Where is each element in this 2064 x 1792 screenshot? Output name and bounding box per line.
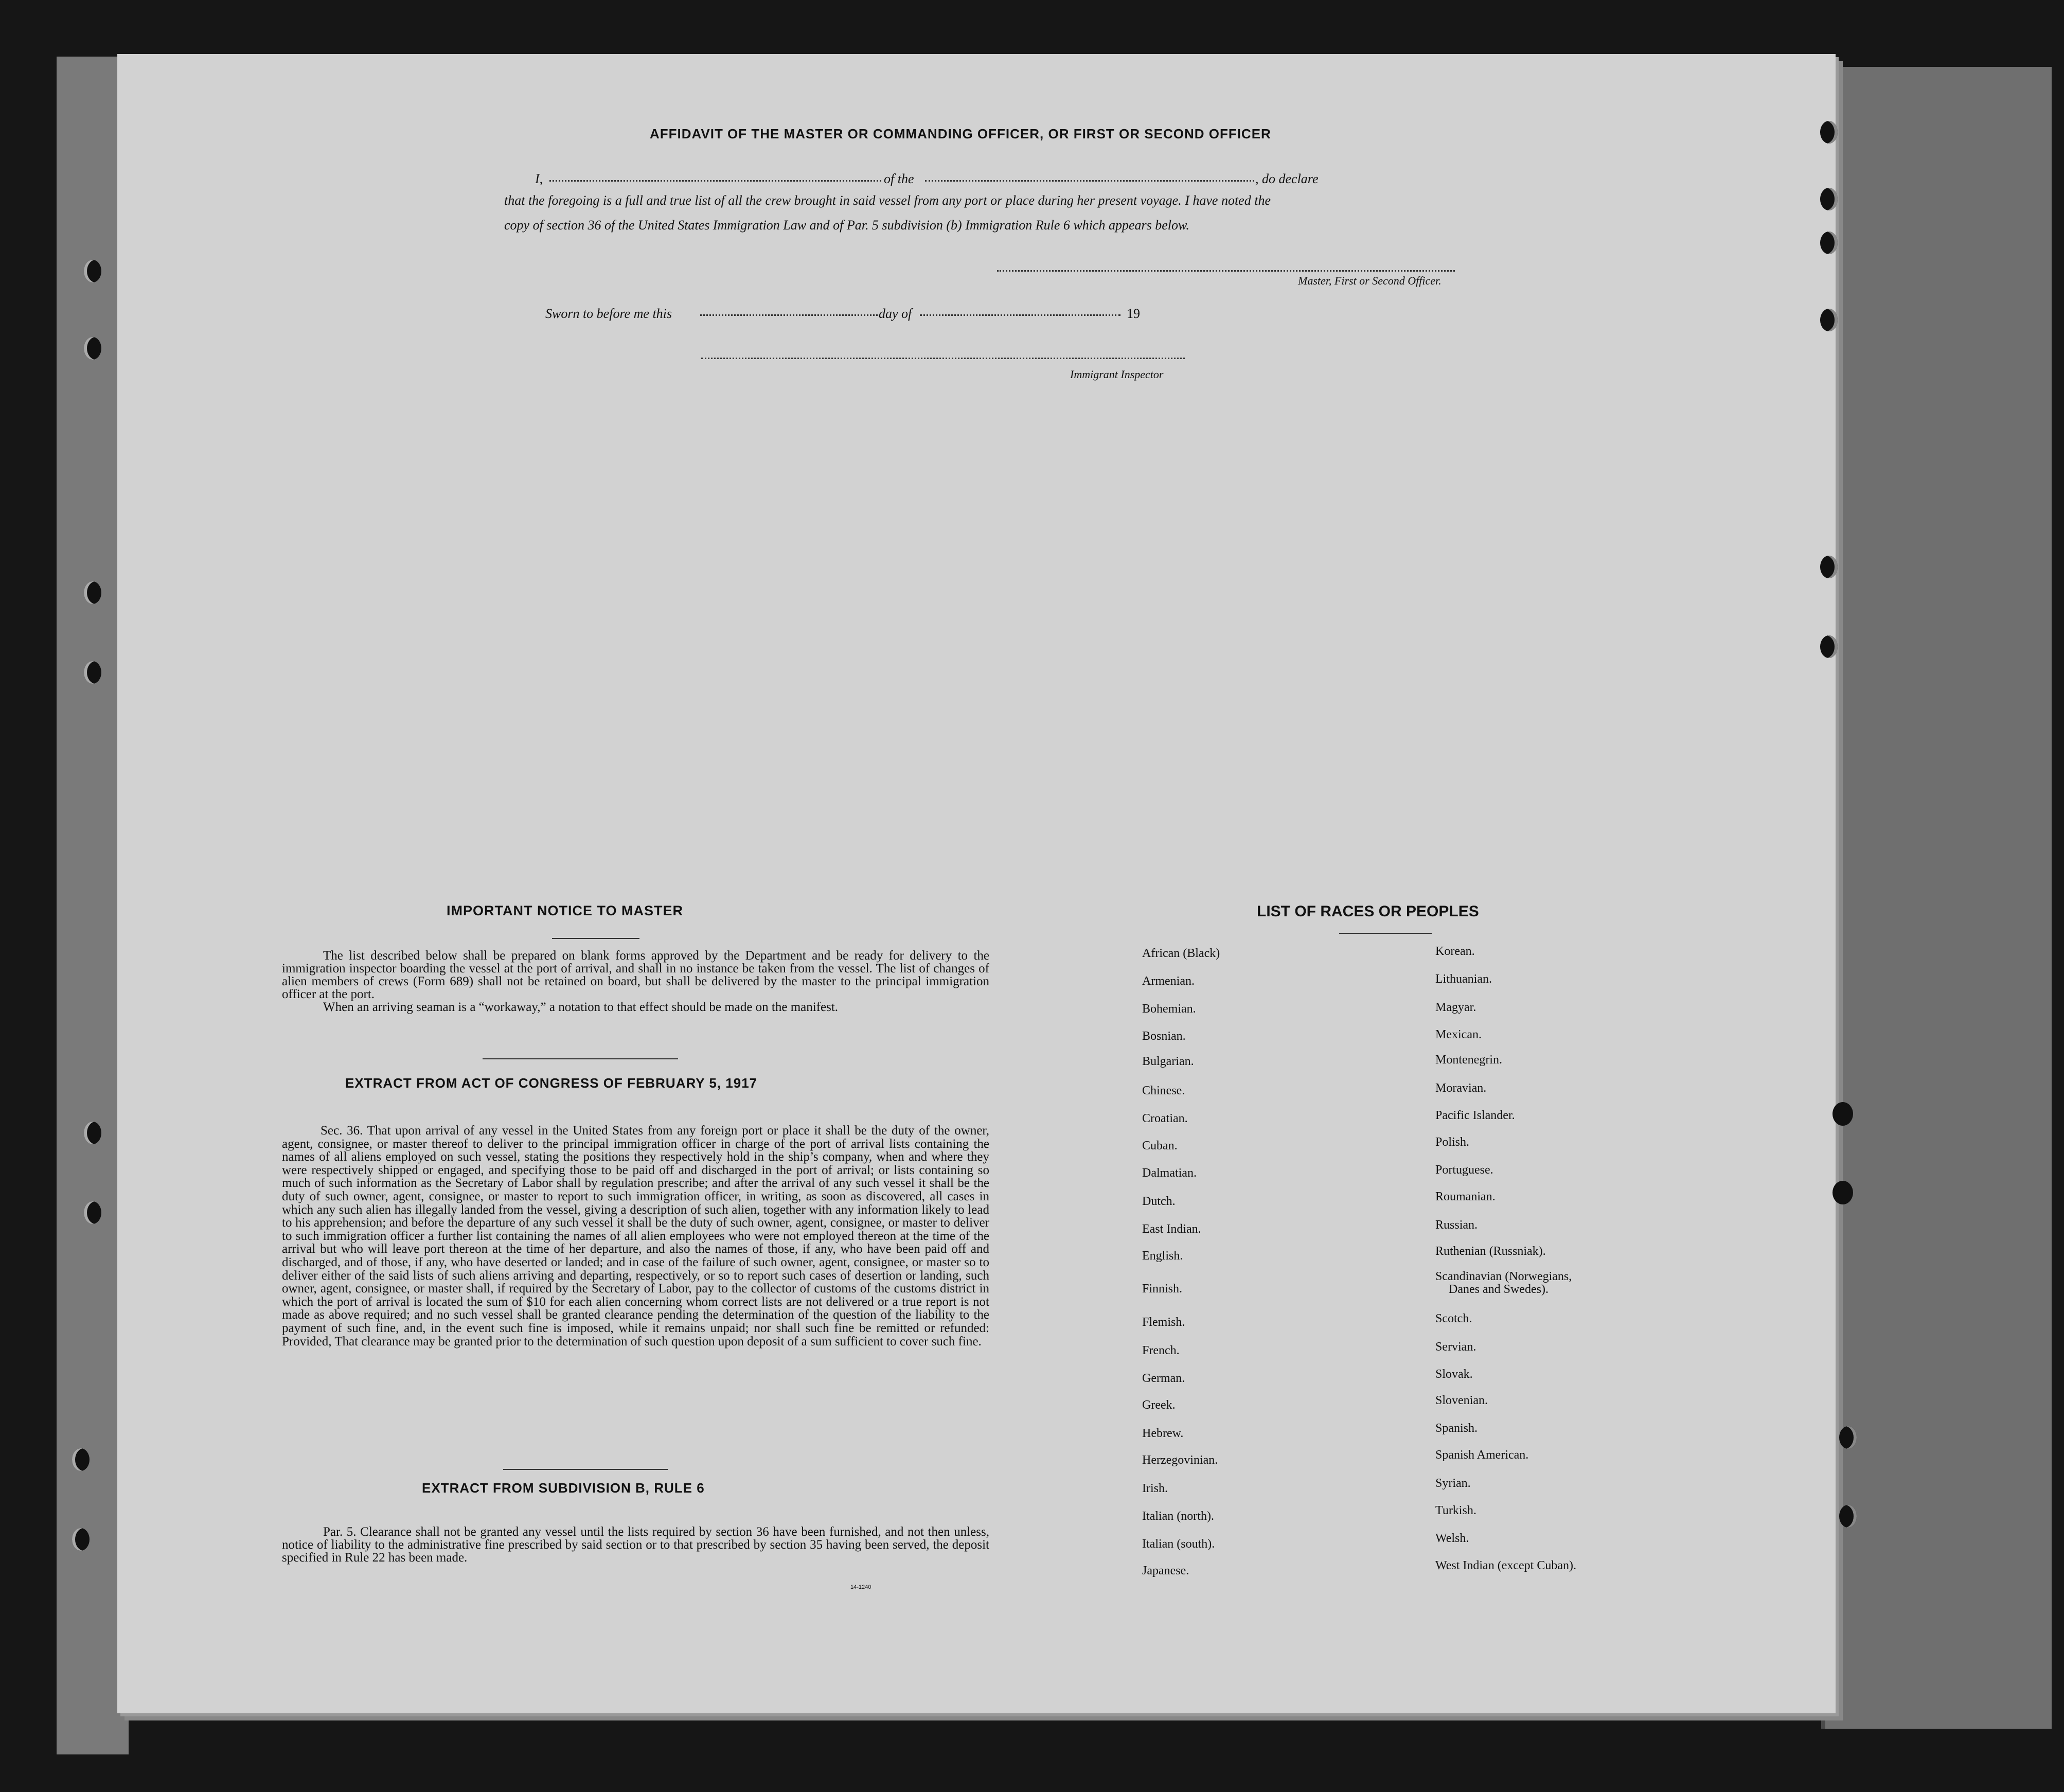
race-right-item: Spanish American. (1435, 1448, 1529, 1462)
race-left-item: Dalmatian. (1142, 1166, 1197, 1180)
race-left-item: French. (1142, 1344, 1180, 1357)
race-right-item: Magyar. (1435, 1001, 1476, 1014)
race-right-item: Turkish. (1435, 1504, 1476, 1517)
race-left-item: Greek. (1142, 1398, 1176, 1412)
race-left-item: Finnish. (1142, 1282, 1183, 1296)
punch-hole (84, 1122, 101, 1144)
affidavit-i-label: I, (535, 171, 543, 186)
sworn-day-blank (700, 314, 878, 316)
race-right-item: Slovenian. (1435, 1394, 1488, 1407)
punch-hole (84, 661, 101, 684)
race-right-item: Montenegrin. (1435, 1053, 1502, 1067)
affidavit-line-2: that the foregoing is a full and true list of all the crew brought in said vessel from any port or place during her present voyage. I have noted the (504, 193, 1271, 208)
race-left-item: Croatian. (1142, 1112, 1188, 1125)
sworn-year-label: 19 (1127, 306, 1140, 321)
punch-hole (1820, 232, 1838, 254)
race-left-item: Flemish. (1142, 1316, 1185, 1329)
punch-hole (84, 581, 101, 604)
race-right-item: Russian. (1435, 1218, 1478, 1232)
race-right-item: Portuguese. (1435, 1163, 1493, 1177)
name-blank (549, 180, 881, 182)
extract-rule-title: EXTRACT FROM SUBDIVISION B, RULE 6 (422, 1480, 705, 1496)
race-right-item: Servian. (1435, 1340, 1476, 1354)
punch-hole (72, 1528, 90, 1551)
affidavit-title: AFFIDAVIT OF THE MASTER OR COMMANDING OFFICER, OR FIRST OR SECOND OFFICER (650, 126, 1271, 141)
race-right-item: Korean. (1435, 945, 1475, 958)
race-left-item: English. (1142, 1249, 1183, 1263)
race-left-item: East Indian. (1142, 1222, 1201, 1236)
punch-hole (1832, 1102, 1853, 1126)
punch-hole (1832, 1181, 1853, 1204)
race-right-item: Mexican. (1435, 1028, 1482, 1041)
punch-hole (72, 1448, 90, 1471)
form-page (117, 54, 1836, 1713)
race-right-item: Ruthenian (Russniak). (1435, 1245, 1546, 1258)
race-right-item: Scandinavian (Norwegians, (1435, 1270, 1572, 1283)
race-right-item: Spanish. (1435, 1422, 1478, 1435)
race-right-item: Danes and Swedes). (1449, 1283, 1549, 1296)
race-right-item: Moravian. (1435, 1081, 1487, 1095)
sworn-month-blank (920, 314, 1120, 316)
race-right-item: Slovak. (1435, 1368, 1473, 1381)
race-right-item: Syrian. (1435, 1477, 1471, 1490)
extract-act-text: Sec. 36. That upon arrival of any vessel in the United States from any foreign port or place it shall be the duty of the owner, agent, consignee, or master thereof to deliver to the principal immigration officer in charge of the port of arrival lists containing the names of all aliens employed on such vessel, stating the positions they respectively hold in the ship’s company, when and where they were respectively shipped or engaged, and specifying those to be paid off and discharged in the port of arrival; or lists containing so much of such information as the Secretary of Labor shall by regulation prescribe; and after the arrival of any such vessel it shall be the duty of such owner, agent, consignee, or master to report to such immigration officer, in writing, as soon as discovered, all cases in which any such alien has illegally landed from the vessel, giving a description of such alien, together with any information likely to lead to his apprehension; and before the departure of any such vessel it shall be the duty of such owner, agent, consignee, or master to deliver to such immigration officer a further list containing the names of all alien employees who were not employed thereon at the time of the arrival but who will leave port thereon at the time of her departure, and also the names of those, if any, who have been paid off and discharged, and of those, if any, who have deserted or landed; and in case of the failure of such owner, agent, consignee, or master so to deliver either of the said lists of such aliens arriving and departing, respectively, or so to report such cases of desertion or landing, such owner, agent, consignee, or master shall, if required by the Secretary of Labor, pay to the collector of customs of the customs district in which the port of arrival is located the sum of $10 for each alien concerning whom correct lists are not delivered or a true report is not made as above required; and no such vessel shall be granted clearance pending the determination of the question of the liability to the payment of such fine, and, in the event such fine is imposed, while it remains unpaid; nor shall such fine be remitted or refunded: Provided, That clearance may be granted prior to the determination of such question upon deposit of a sum sufficient to cover such fine. (282, 1124, 989, 1349)
race-right-item: Roumanian. (1435, 1190, 1496, 1203)
sworn-label: Sworn to before me this (545, 306, 672, 321)
section-divider-2 (503, 1469, 668, 1470)
race-right-item: West Indian (except Cuban). (1435, 1559, 1576, 1572)
sworn-day-label: day of (879, 306, 912, 321)
affidavit-line-3: copy of section 36 of the United States Immigration Law and of Par. 5 subdivision (b) Immigration Rule 6 which appears below. (504, 218, 1189, 233)
races-title: LIST OF RACES OR PEOPLES (1257, 903, 1479, 920)
race-left-item: Italian (north). (1142, 1510, 1214, 1523)
notice-paragraph-1: The list described below shall be prepared on blank forms approved by the Department and be ready for delivery to the immigration inspector boarding the vessel at the port of arrival, and shall in no instance be taken from the vessel. The list of changes of alien members of crews (Form 689) shall not be retained on board, but shall be delivered by the master to the principal immigration officer at the port. (282, 949, 989, 1001)
notice-title: IMPORTANT NOTICE TO MASTER (447, 903, 683, 918)
race-right-item: Lithuanian. (1435, 972, 1492, 986)
punch-hole (1820, 121, 1838, 144)
punch-hole (1820, 635, 1838, 658)
race-left-item: Hebrew. (1142, 1427, 1184, 1440)
race-left-item: Cuban. (1142, 1139, 1178, 1152)
race-left-item: Herzegovinian. (1142, 1453, 1218, 1467)
punch-hole (1820, 556, 1838, 578)
affidavit-declare-label: , do declare (1255, 171, 1319, 186)
race-right-item: Welsh. (1435, 1532, 1469, 1545)
race-right-item: Pacific Islander. (1435, 1109, 1515, 1122)
race-left-item: African (Black) (1142, 947, 1220, 960)
race-left-item: Bohemian. (1142, 1002, 1196, 1016)
punch-hole (1839, 1426, 1857, 1449)
section-divider-1 (483, 1058, 678, 1059)
inspector-label: Immigrant Inspector (1070, 368, 1164, 381)
punch-hole (84, 337, 101, 360)
punch-hole (84, 1201, 101, 1224)
race-left-item: German. (1142, 1372, 1185, 1385)
signature-blank (997, 270, 1455, 272)
race-left-item: Italian (south). (1142, 1537, 1215, 1551)
back-sheet (1821, 67, 2052, 1729)
extract-act-title: EXTRACT FROM ACT OF CONGRESS OF FEBRUARY 5, 1917 (345, 1075, 758, 1091)
race-left-item: Dutch. (1142, 1195, 1176, 1208)
vessel-blank (925, 180, 1254, 182)
notice-paragraph-2: When an arriving seaman is a “workaway,” a notation to that effect should be made on the manifest. (323, 1000, 839, 1014)
race-left-item: Armenian. (1142, 974, 1195, 988)
inspector-blank (701, 358, 1185, 359)
punch-hole (1839, 1505, 1857, 1528)
affidavit-of-label: of the (884, 171, 914, 186)
signature-label: Master, First or Second Officer. (1298, 274, 1442, 287)
form-number: 14-1240 (850, 1584, 871, 1590)
race-right-item: Polish. (1435, 1135, 1470, 1149)
race-left-item: Bosnian. (1142, 1030, 1186, 1043)
notice-title-rule (552, 938, 639, 939)
extract-rule-text: Par. 5. Clearance shall not be granted any vessel until the lists required by section 36 have been furnished, and not then unless, notice of liability to the administrative fine prescribed by said section or to that prescribed by section 35 having been served, the deposit specified in Rule 22 has been made. (282, 1525, 989, 1565)
race-left-item: Bulgarian. (1142, 1055, 1194, 1068)
punch-hole (1820, 188, 1838, 210)
races-title-rule (1339, 933, 1432, 934)
punch-hole (1820, 309, 1838, 331)
race-left-item: Irish. (1142, 1482, 1168, 1495)
race-left-item: Japanese. (1142, 1564, 1189, 1577)
punch-hole (84, 260, 101, 282)
race-left-item: Chinese. (1142, 1084, 1185, 1097)
race-right-item: Scotch. (1435, 1312, 1472, 1325)
